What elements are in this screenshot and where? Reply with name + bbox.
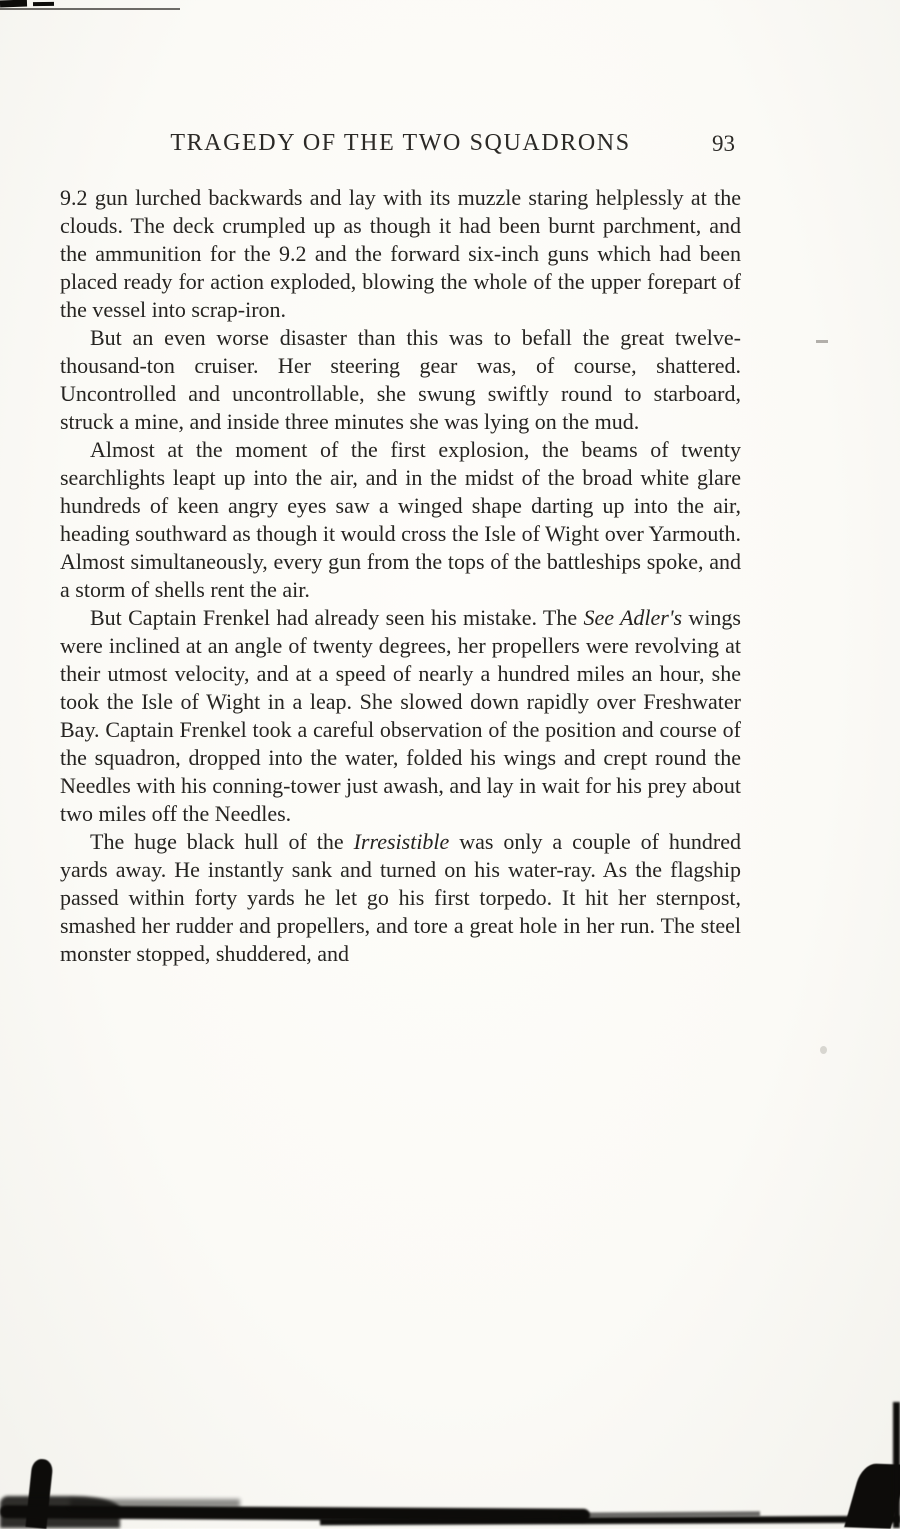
scan-artifact-bottom-right-mark bbox=[844, 1463, 900, 1529]
paragraph-5-text-before: The huge black hull of the bbox=[90, 829, 354, 854]
ship-name-irresistible: Irresistible bbox=[353, 829, 450, 854]
running-title: TRAGEDY OF THE TWO SQUADRONS bbox=[170, 130, 631, 156]
ship-name-see-adler: See Adler's bbox=[583, 605, 683, 630]
paragraph-4-text-before: But Captain Frenkel had already seen his mistake. The bbox=[90, 605, 584, 630]
scan-artifact-margin-speck-1 bbox=[816, 340, 828, 343]
scan-artifact-bottom-band-2 bbox=[320, 1516, 900, 1526]
scan-artifact-top-hairline bbox=[0, 8, 180, 10]
paragraph-3: Almost at the moment of the first explosion, the beams of twenty searchlights leapt up into the air, and in the midst of the broad white glare hundreds of keen angry eyes saw a winged shape darting up into the air, heading southward as though it would cross the Isle of Wight over Yarmouth. Almost simultaneously, every gun from the tops of the battleships spoke, and a storm of shells rent the air. bbox=[60, 437, 741, 602]
scan-artifact-bottom-left-bar bbox=[25, 1458, 53, 1529]
scan-artifact-margin-speck-2 bbox=[820, 1046, 827, 1054]
paragraph-5 bbox=[60, 828, 741, 968]
text-block bbox=[60, 184, 741, 968]
scan-artifact-bottom-band-3 bbox=[70, 1499, 240, 1508]
paragraph-4 bbox=[60, 604, 741, 828]
paragraph-5-text-after: was only a couple of hundred yards away. He instantly sank and turned on his water-ray. As the flagship passed within forty yards he let go his first torpedo. It hit her sternpost, smashed her rudder and propellers, and tore a great hole in her run. The steel monster stopped, shuddered, and bbox=[60, 829, 741, 966]
scan-artifact-top-left-mark-1 bbox=[0, 0, 27, 7]
scan-artifact-bottom-band-4 bbox=[560, 1511, 760, 1517]
page-number: 93 bbox=[712, 131, 735, 156]
paragraph-1: 9.2 gun lurched backwards and lay with its muzzle staring helplessly at the clouds. The deck crumpled up as though it had been burnt parchment, and the ammunition for the 9.2 and the forward six-inch guns which had been placed ready for action exploded, blowing the whole of the upper forepart of the vessel into scrap-iron. bbox=[60, 185, 741, 322]
paragraph-2: But an even worse disaster than this was to befall the great twelve-thousand-ton cruiser. Her steering gear was, of course, shattered. Uncontrolled and uncontrollable, she swung swiftly round to starboard, struck a mine, and inside three minutes she was lying on the mud. bbox=[60, 325, 741, 434]
scan-artifact-top-left-mark-2 bbox=[33, 2, 54, 6]
page-header bbox=[60, 130, 741, 164]
scan-artifact-right-edge bbox=[893, 1402, 900, 1528]
paragraph-4-text-after: wings were inclined at an angle of twenty degrees, her propellers were revolving at their utmost velocity, and at a speed of nearly a hundred miles an hour, she took the Isle of Wight in a leap. She slowed down rapidly over Freshwater Bay. Captain Frenkel took a careful observation of the position and course of the squadron, dropped into the water, folded his wings and crept round the Needles with his conning-tower just awash, and lay in wait for his prey about two miles off the Needles. bbox=[60, 605, 741, 826]
scan-artifact-bottom-left-base bbox=[0, 1496, 120, 1528]
scan-artifact-bottom-band-1 bbox=[0, 1505, 590, 1522]
